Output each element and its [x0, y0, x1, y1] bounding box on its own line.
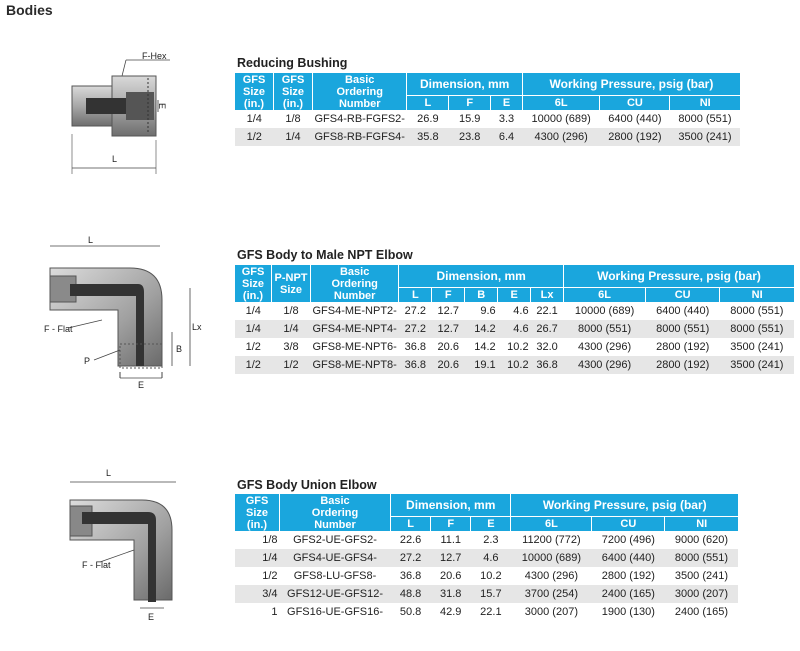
table-row [235, 567, 738, 585]
cell: 8000 (551) [564, 320, 646, 338]
header-e: E [498, 288, 531, 303]
cell: 8000 (551) [665, 549, 738, 567]
cell: GFS8-ME-NPT8- [311, 356, 399, 374]
cell: 23.8 [449, 128, 491, 146]
header-ordering-number: Basic Ordering Number [313, 73, 407, 110]
cell: 1/4 [274, 128, 313, 146]
cell: 2400 (165) [674, 606, 729, 618]
cell: 42.9 [440, 606, 462, 618]
table-row [235, 585, 738, 603]
cell: 11200 (772) [522, 534, 581, 546]
cell: GFS2-UE-GFS2- [293, 534, 377, 546]
union-elbow-table [235, 494, 738, 621]
cell: 2800 (192) [600, 128, 670, 146]
cell: 48.8 [391, 585, 431, 603]
cell: 3500 (241) [670, 128, 740, 146]
cell: 3000 (207) [665, 585, 738, 603]
table-row [235, 338, 794, 356]
header-pressure: Working Pressure, psig (bar) [564, 265, 794, 288]
cell: 4.6 [513, 305, 529, 317]
cell: 1/8 [285, 113, 301, 125]
table-row [235, 128, 740, 146]
cell: GFS4-RB-FGFS2- [314, 113, 405, 125]
cell: 6400 (440) [608, 113, 662, 125]
cell: 4.6 [471, 549, 511, 567]
cell: 1 [271, 606, 278, 618]
cell: 10.2 [507, 341, 529, 353]
header-gfs-size: GFS Size (in.) [235, 265, 272, 302]
table-row [235, 549, 738, 567]
cell: 36.8 [531, 356, 564, 374]
header-cu: CU [600, 96, 670, 111]
header-p-npt-size: P-NPT Size [272, 265, 311, 302]
cell: 6400 (440) [592, 549, 665, 567]
label-f-flat: F - Flat [44, 324, 73, 334]
cell: 3500 (241) [674, 570, 729, 582]
header-l: L [399, 288, 432, 303]
cell: 27.2 [391, 549, 431, 567]
reducing-bushing-table [235, 73, 740, 146]
cell: 1/2 [235, 128, 274, 146]
header-pressure: Working Pressure, psig (bar) [522, 73, 740, 96]
cell: 10.2 [480, 570, 502, 582]
cell: 22.1 [536, 305, 558, 317]
header-6l: 6L [564, 288, 646, 303]
cell: 8000 (551) [730, 305, 784, 317]
cell: 1/2 [262, 570, 278, 582]
cell: GFS8-RB-FGFS4- [313, 128, 407, 146]
cell: 1/8 [283, 305, 299, 317]
cell: 20.6 [437, 341, 459, 353]
cell: 14.2 [474, 341, 496, 353]
cell: 1/4 [235, 320, 272, 338]
cell: 2400 (165) [592, 585, 665, 603]
cell: 10000 (689) [511, 549, 592, 567]
cell: 2800 (192) [601, 570, 655, 582]
table-row [235, 356, 794, 374]
section-title: GFS Body Union Elbow [237, 478, 377, 492]
male-npt-elbow-table [235, 265, 794, 374]
label-e: E [157, 103, 167, 110]
table-row [235, 531, 738, 549]
cell: 32.0 [536, 341, 558, 353]
header-6l: 6L [522, 96, 600, 111]
cell: 15.7 [471, 585, 511, 603]
header-dimension: Dimension, mm [399, 265, 564, 288]
cell: 26.9 [417, 113, 439, 125]
cell: 3700 (254) [511, 585, 592, 603]
cell: GFS8-LU-GFS8- [293, 570, 377, 582]
cell: 1/2 [245, 341, 261, 353]
union-elbow-drawing [60, 462, 200, 627]
header-cu: CU [592, 517, 665, 532]
cell: GFS16-UE-GFS16- [287, 606, 383, 618]
label-l: L [112, 154, 118, 164]
cell: 6.4 [491, 128, 523, 146]
cell: 15.9 [458, 113, 481, 125]
label-l: L [106, 468, 112, 478]
cell: 27.2 [399, 320, 432, 338]
cell: 10000 (689) [531, 113, 591, 125]
header-f: F [449, 96, 491, 111]
header-ni: NI [670, 96, 740, 111]
cell: 10000 (689) [574, 305, 635, 317]
header-dimension: Dimension, mm [407, 73, 522, 96]
cell: 4300 (296) [524, 570, 578, 582]
cell: 36.8 [399, 356, 432, 374]
table-row [235, 320, 794, 338]
header-e: E [491, 96, 523, 111]
reducing-bushing-drawing [60, 48, 190, 178]
header-f: F [432, 288, 465, 303]
cell: 11.1 [440, 534, 462, 546]
label-e: E [138, 380, 145, 390]
cell: 1/2 [235, 356, 272, 374]
cell: 8000 (551) [720, 320, 794, 338]
cell: GFS4-ME-NPT4- [311, 320, 399, 338]
cell: 31.8 [431, 585, 471, 603]
header-ni: NI [720, 288, 794, 303]
section-title: GFS Body to Male NPT Elbow [237, 248, 413, 262]
cell: 1/2 [272, 356, 311, 374]
cell: 36.8 [399, 570, 422, 582]
label-l: L [88, 235, 94, 245]
cell: 14.2 [465, 320, 498, 338]
header-l: L [391, 517, 431, 532]
cell: 1/8 [262, 534, 278, 546]
cell: 20.6 [440, 570, 462, 582]
header-6l: 6L [511, 517, 592, 532]
label-f-hex: F-Hex [142, 51, 167, 61]
cell: 19.1 [465, 356, 498, 374]
cell: 9000 (620) [674, 534, 729, 546]
cell: 1/4 [235, 549, 280, 567]
header-dimension: Dimension, mm [391, 494, 511, 517]
cell: 12.7 [437, 305, 459, 317]
cell: 7200 (496) [601, 534, 655, 546]
header-e: E [471, 517, 511, 532]
header-ordering-number: Basic Ordering Number [280, 494, 391, 531]
header-ni: NI [665, 517, 738, 532]
header-f: F [431, 517, 471, 532]
header-b: B [465, 288, 498, 303]
cell: 10.2 [498, 356, 531, 374]
cell: 26.7 [531, 320, 564, 338]
cell: 2.3 [483, 534, 499, 546]
cell: 1/4 [246, 113, 262, 125]
cell: 9.6 [480, 305, 496, 317]
header-gfs-size: GFS Size (in.) [235, 494, 280, 531]
cell: 35.8 [407, 128, 449, 146]
table-row [235, 603, 738, 621]
cell: GFS8-ME-NPT6- [312, 341, 397, 353]
cell: 3/4 [235, 585, 280, 603]
header-lx: Lx [531, 288, 564, 303]
cell: 36.8 [404, 341, 427, 353]
header-cu: CU [646, 288, 720, 303]
cell: 1900 (130) [601, 606, 655, 618]
section-title: Reducing Bushing [237, 56, 348, 70]
header-ordering-number: Basic Ordering Number [311, 265, 399, 302]
cell: 1/4 [272, 320, 311, 338]
label-p: P [84, 356, 91, 366]
cell: 8000 (551) [646, 320, 720, 338]
cell: 27.2 [404, 305, 427, 317]
male-npt-elbow-drawing [40, 232, 200, 392]
table-row [235, 110, 740, 128]
cell: 50.8 [399, 606, 422, 618]
cell: 20.6 [432, 356, 465, 374]
cell: 3/8 [283, 341, 299, 353]
cell: 2800 (192) [646, 356, 720, 374]
cell: 1/4 [245, 305, 261, 317]
cell: 4300 (296) [522, 128, 600, 146]
cell: 3.3 [498, 113, 515, 125]
cell: 3000 (207) [524, 606, 578, 618]
cell: 12.7 [432, 320, 465, 338]
cell: 8000 (551) [678, 113, 732, 125]
header-gfs-size: GFS Size (in.) [235, 73, 274, 110]
page-title: Bodies [6, 2, 53, 18]
cell: 3500 (241) [730, 341, 784, 353]
label-e: E [148, 612, 155, 622]
cell: 3500 (241) [720, 356, 794, 374]
cell: 4300 (296) [564, 356, 646, 374]
cell: 4.6 [498, 320, 531, 338]
label-f-flat: F - Flat [82, 560, 111, 570]
header-pressure: Working Pressure, psig (bar) [511, 494, 738, 517]
cell: GFS4-ME-NPT2- [312, 305, 397, 317]
header-gfs-size-2: GFS Size (in.) [274, 73, 313, 110]
cell: GFS12-UE-GFS12- [280, 585, 391, 603]
cell: 2800 (192) [656, 341, 710, 353]
table-row [235, 302, 794, 320]
cell: 4300 (296) [577, 341, 632, 353]
header-l: L [407, 96, 449, 111]
cell: 22.6 [399, 534, 422, 546]
label-b: B [176, 344, 183, 354]
cell: 22.1 [480, 606, 502, 618]
cell: GFS4-UE-GFS4- [280, 549, 391, 567]
label-lx: Lx [192, 322, 202, 332]
cell: 12.7 [431, 549, 471, 567]
cell: 6400 (440) [656, 305, 710, 317]
